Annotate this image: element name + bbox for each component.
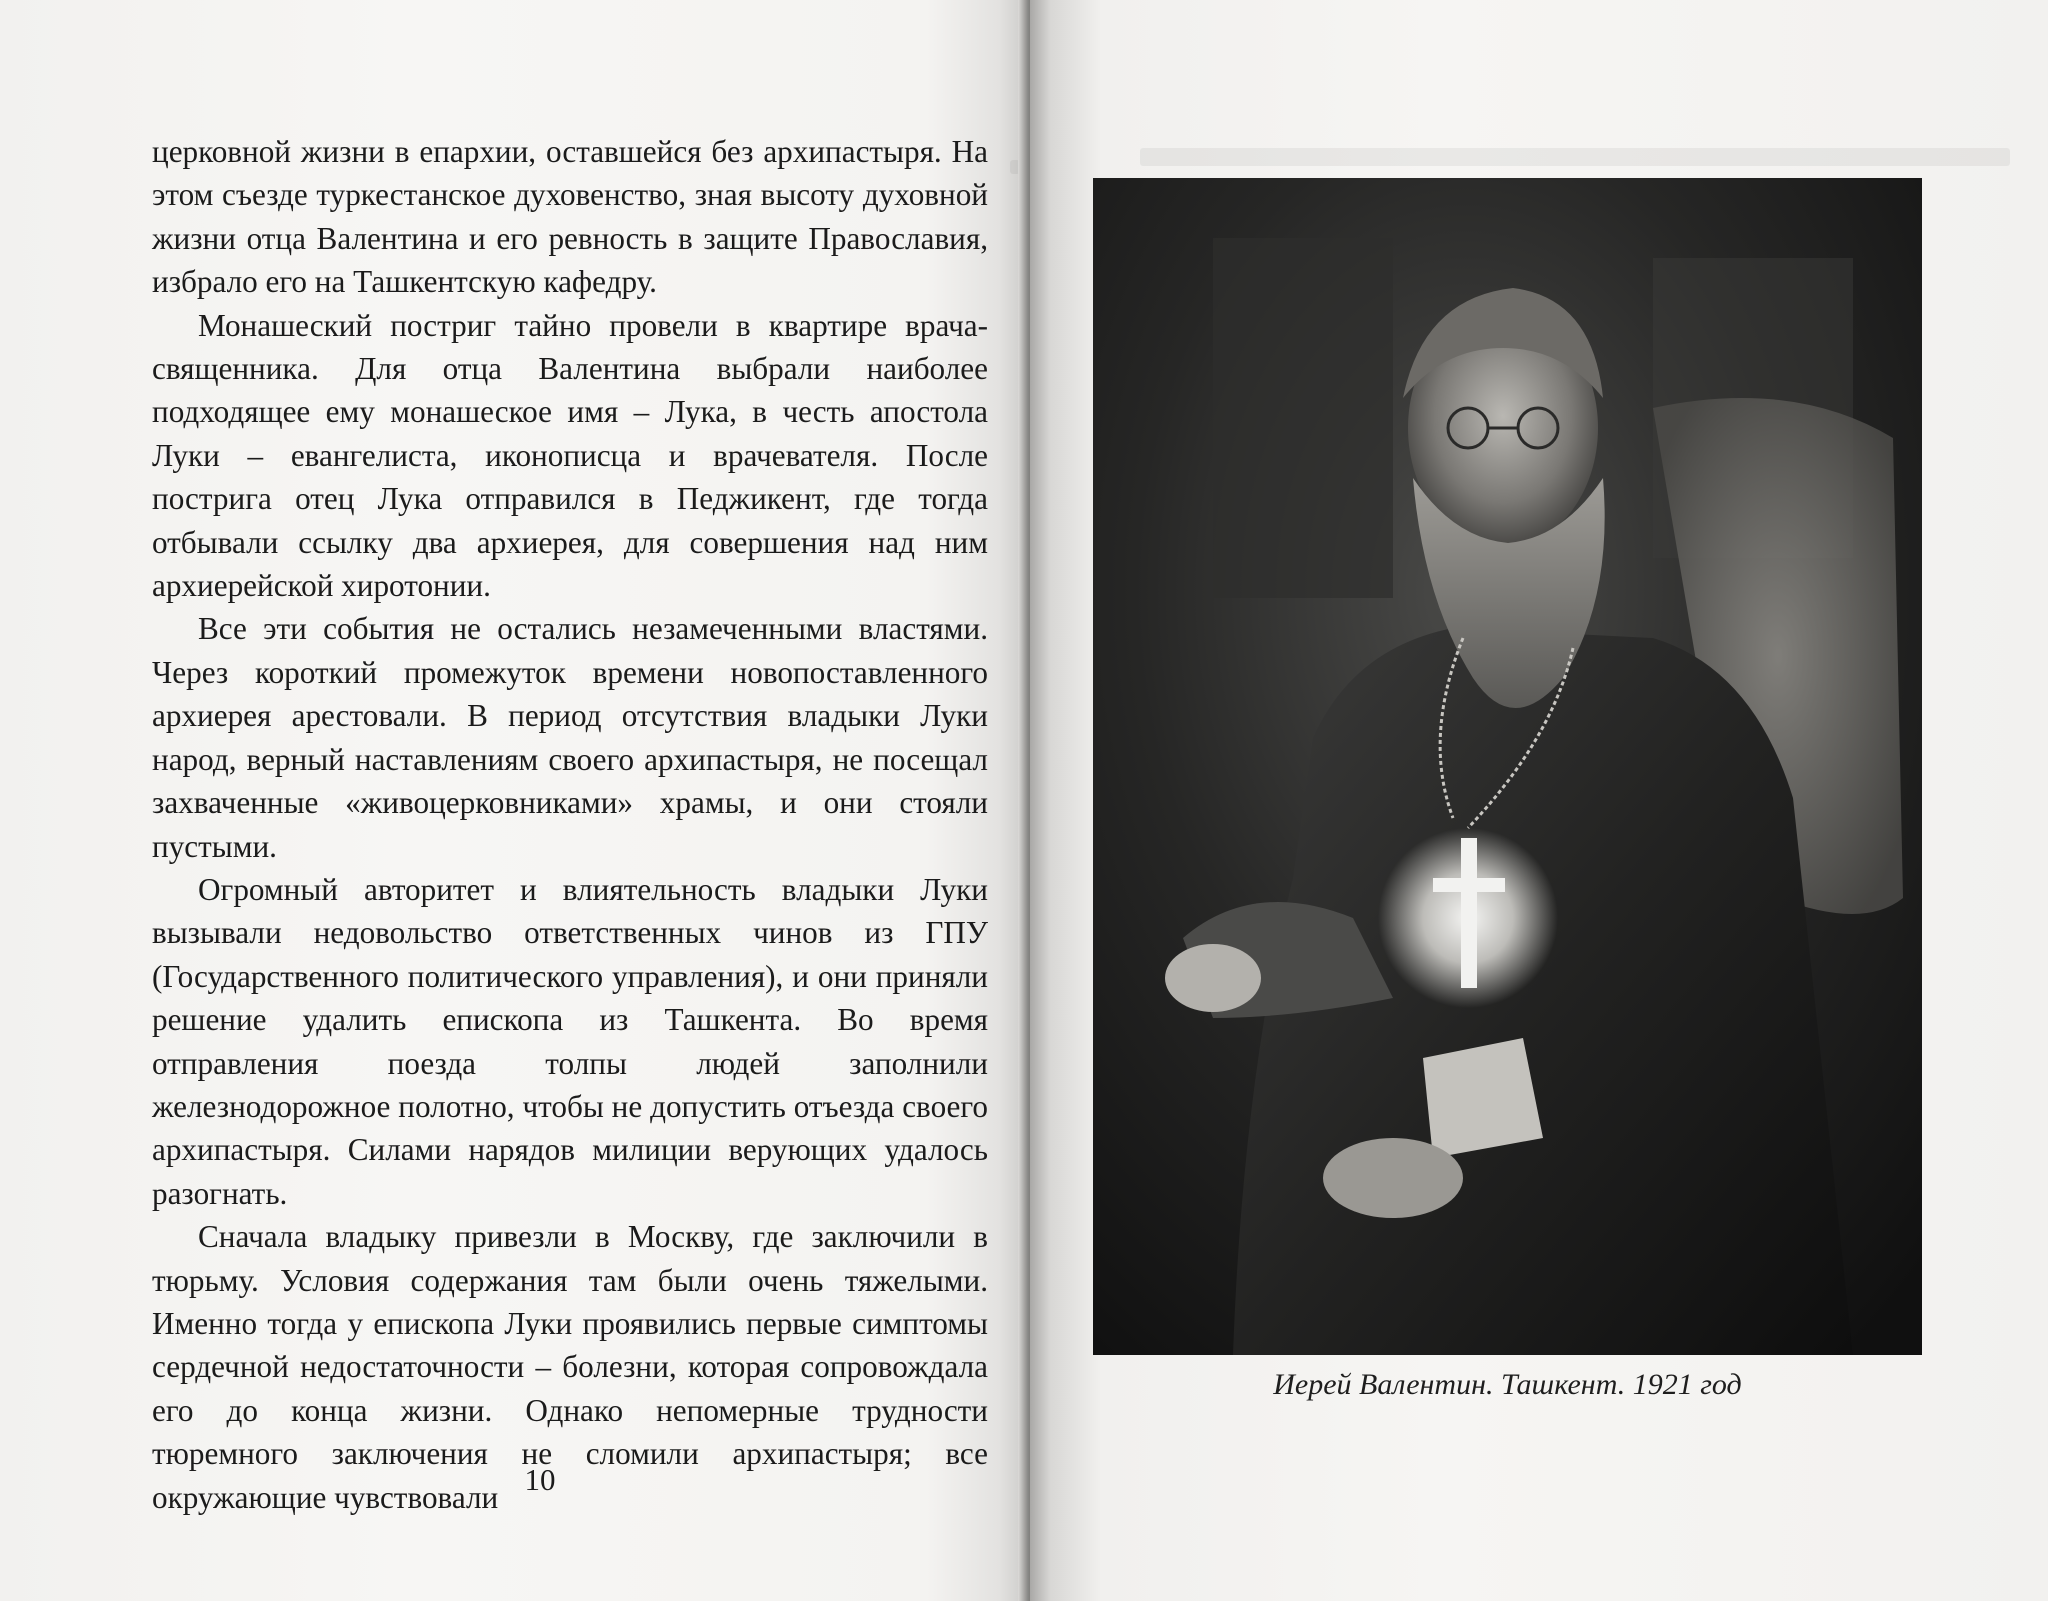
portrait-image (1093, 178, 1922, 1355)
paragraph-4: Огромный авторитет и влиятельность владыки Луки вызывали недовольство ответственных чинов из ГПУ (Государственного политического управления), и они приняли решение удалить епископа из Ташкента. Во время отправления поезда толпы людей заполнили железнодорожное полотно, чтобы не допустить отъезда своего архипастыря. Силами нарядов милиции верующих удалось разогнать. (152, 871, 988, 1211)
paragraph-3: Все эти события не остались незамеченными властями. Через короткий промежуток времени новопоставленного архиерея арестовали. В период отсутствия владыки Луки народ, верный наставлениям своего архипастыря, не посещал захваченные «живоцерковниками» храмы, и они стояли пустыми. (152, 611, 988, 864)
paragraph-5: Сначала владыку привезли в Москву, где заключили в тюрьму. Условия содержания там были очень тяжелыми. Именно тогда у епископа Луки проявились первые симптомы сердечной недостаточности – болезни, которая сопровождала его до конца жизни. Однако непомерные трудности тюремного заключения не сломили архипастыря; все окружающие чувствовали (152, 1219, 988, 1515)
portrait-photo (1093, 178, 1922, 1355)
body-text (152, 130, 988, 1519)
bleed-through-text (1140, 148, 2010, 166)
paragraph-1: церковной жизни в епархии, оставшейся без архипастыря. На этом съезде туркестанское духовенство, зная высоту духовной жизни отца Валентина и его ревность в защите Православия, избрало его на Ташкентскую кафедру. (152, 134, 988, 300)
page-number: 10 (524, 1462, 556, 1497)
photo-caption: Иерей Валентин. Ташкент. 1921 год (1273, 1368, 1742, 1401)
paragraph-2: Монашеский постриг тайно провели в квартире врача-священника. Для отца Валентина выбрали наиболее подходящее ему монашеское имя – Лука, в честь апостола Луки – евангелиста, иконописца и врачевателя. После пострига отец Лука отправился в Педжикент, где тогда отбывали ссылку два архиерея, для совершения над ним архиерейской хиротонии. (152, 307, 988, 604)
